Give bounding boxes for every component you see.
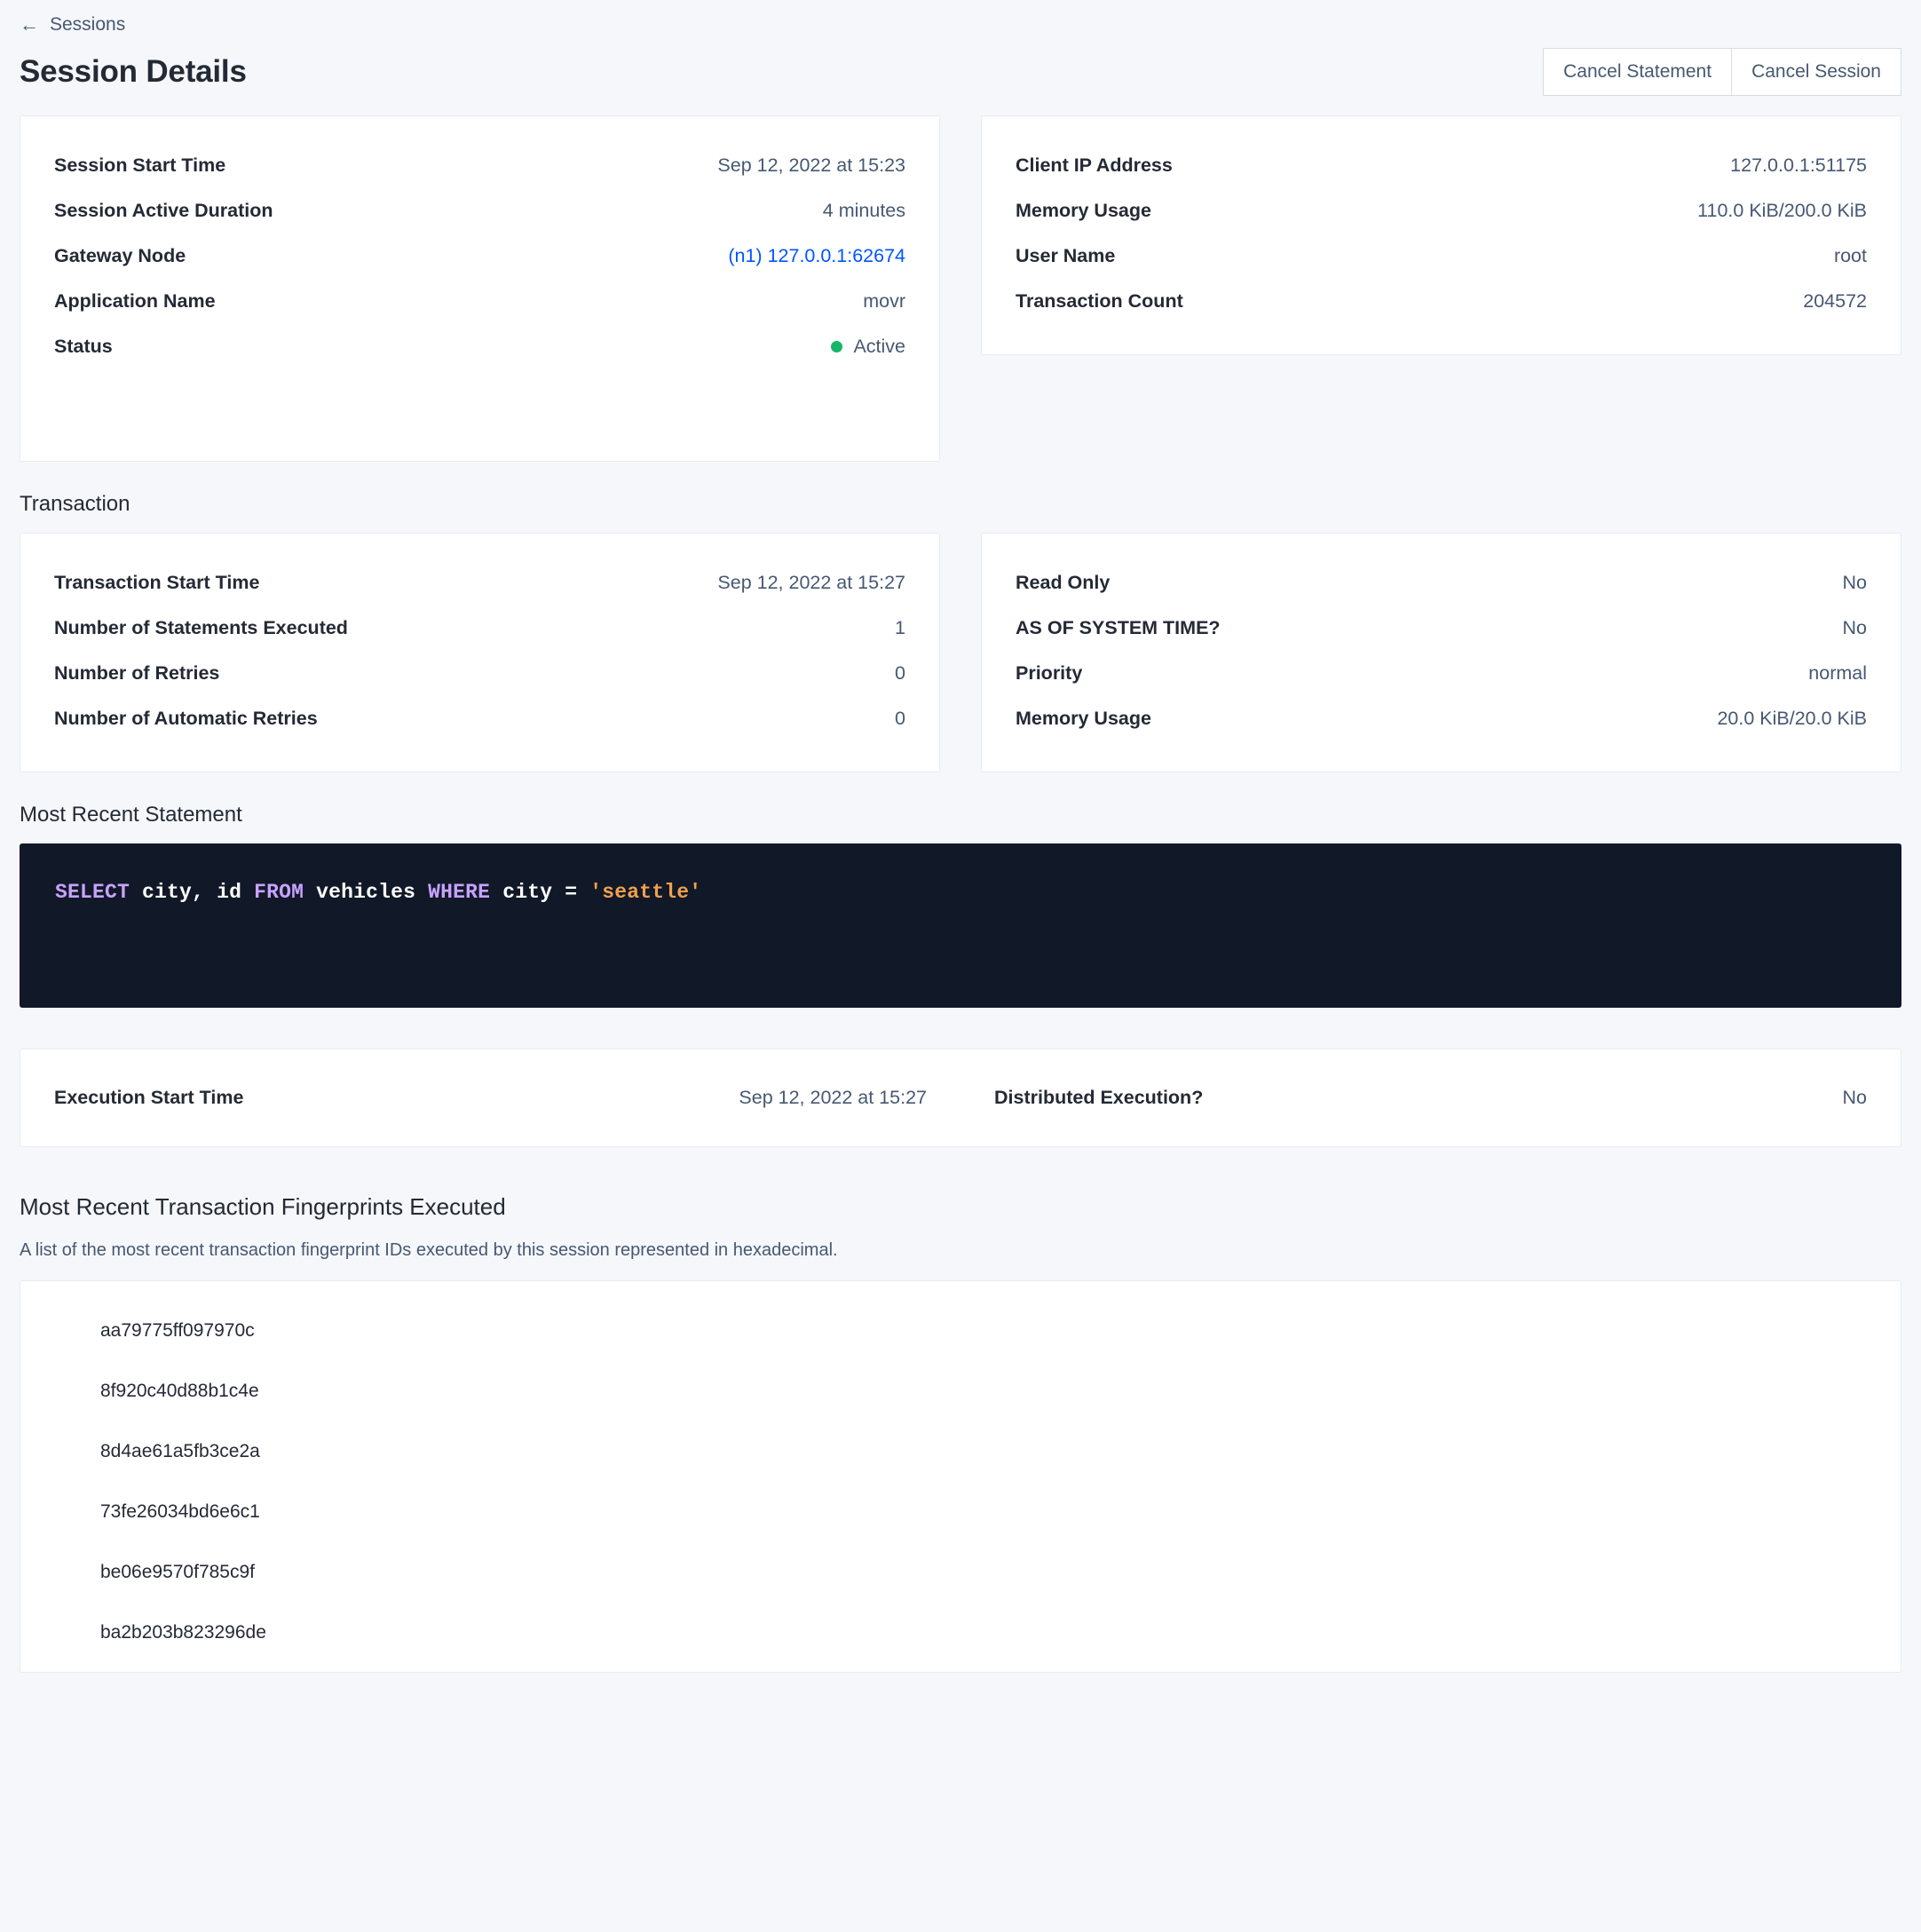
distributed-execution-label: Distributed Execution?: [994, 1087, 1204, 1108]
retries-label: Number of Retries: [54, 662, 220, 684]
fingerprints-description: A list of the most recent transaction fingerprint IDs executed by this session represented in hexadecimal.: [20, 1240, 838, 1260]
breadcrumb-label[interactable]: Sessions: [50, 14, 126, 35]
read-only-label: Read Only: [1016, 572, 1111, 593]
cancel-session-button[interactable]: Cancel Session: [1731, 48, 1901, 96]
transaction-count-label: Transaction Count: [1016, 290, 1183, 312]
list-item[interactable]: 8f920c40d88b1c4e: [100, 1381, 259, 1401]
transaction-left-card: [20, 533, 940, 772]
application-name-row: [54, 279, 905, 324]
transaction-start-time-value: Sep 12, 2022 at 15:27: [717, 572, 905, 593]
sql-token: [241, 881, 254, 904]
sql-token: 'seattle': [589, 881, 702, 904]
as-of-system-time-row: [1016, 606, 1867, 651]
session-start-time-value: Sep 12, 2022 at 15:23: [717, 154, 905, 176]
list-item[interactable]: ba2b203b823296de: [100, 1622, 266, 1643]
read-only-row: [1016, 560, 1867, 606]
transaction-memory-usage-label: Memory Usage: [1016, 708, 1151, 729]
distributed-execution-row: [960, 1087, 1901, 1109]
sql-token: vehicles: [316, 881, 416, 904]
page-header: [20, 41, 1901, 115]
application-name-label: Application Name: [54, 290, 216, 312]
distributed-execution-value: No: [1842, 1087, 1867, 1108]
execution-start-time-row: [20, 1087, 960, 1109]
list-item[interactable]: 8d4ae61a5fb3ce2a: [100, 1441, 260, 1461]
statements-executed-row: [54, 606, 905, 651]
user-name-row: [1016, 234, 1867, 279]
sql-token: [415, 881, 428, 904]
user-name-label: User Name: [1016, 245, 1116, 266]
application-name-value: movr: [863, 290, 905, 312]
session-active-duration-row: [54, 188, 905, 234]
transaction-row: [20, 533, 1901, 772]
session-active-duration-value: 4 minutes: [822, 200, 905, 221]
page-title: Session Details: [20, 54, 247, 89]
sql-token: [130, 881, 142, 904]
sql-token: [490, 881, 502, 904]
sql-token: [304, 881, 316, 904]
breadcrumb[interactable]: [20, 0, 1901, 41]
fingerprints-heading: Most Recent Transaction Fingerprints Executed: [20, 1193, 506, 1220]
transaction-section-title: Transaction: [20, 492, 130, 516]
list-item[interactable]: aa79775ff097970c: [100, 1320, 255, 1341]
transaction-count-value: 204572: [1803, 290, 1867, 312]
transaction-start-time-label: Transaction Start Time: [54, 572, 260, 593]
gateway-node-link[interactable]: (n1) 127.0.0.1:62674: [728, 245, 905, 266]
sql-token: id: [217, 881, 242, 904]
session-active-duration-label: Session Active Duration: [54, 200, 273, 221]
statements-executed-label: Number of Statements Executed: [54, 617, 348, 638]
gateway-node-label: Gateway Node: [54, 245, 186, 266]
list-item[interactable]: 73fe26034bd6e6c1: [100, 1501, 260, 1522]
transaction-right-card: [981, 533, 1901, 772]
cancel-statement-button[interactable]: Cancel Statement: [1543, 48, 1732, 96]
read-only-value: No: [1842, 572, 1867, 593]
transaction-memory-usage-row: [1016, 696, 1867, 741]
status-value: Active: [853, 336, 905, 357]
client-ip-value: 127.0.0.1:51175: [1730, 154, 1867, 176]
execution-card: [20, 1049, 1901, 1147]
transaction-start-time-row: [54, 560, 905, 606]
automatic-retries-row: [54, 696, 905, 741]
session-overview-card: [20, 115, 940, 462]
session-summary-row: [20, 115, 1901, 462]
transaction-count-row: [1016, 279, 1867, 324]
session-start-time-row: [54, 143, 905, 188]
status-badge: [831, 336, 905, 358]
priority-label: Priority: [1016, 662, 1083, 684]
sql-token: city: [502, 881, 553, 904]
user-name-value: root: [1833, 245, 1867, 266]
gateway-node-row: [54, 234, 905, 279]
status-label: Status: [54, 336, 113, 357]
client-ip-label: Client IP Address: [1016, 154, 1173, 176]
client-ip-row: [1016, 143, 1867, 188]
as-of-system-time-value: No: [1842, 617, 1867, 638]
session-start-time-label: Session Start Time: [54, 154, 226, 176]
as-of-system-time-label: AS OF SYSTEM TIME?: [1016, 617, 1221, 638]
retries-value: 0: [895, 662, 905, 684]
list-item[interactable]: be06e9570f785c9f: [100, 1562, 255, 1582]
session-connection-card: [981, 115, 1901, 355]
priority-row: [1016, 651, 1867, 696]
session-memory-usage-row: [1016, 188, 1867, 234]
status-row: [54, 324, 905, 369]
sql-token: FROM: [254, 881, 304, 904]
sql-token: [204, 881, 217, 904]
statement-section-title: Most Recent Statement: [20, 803, 242, 827]
header-actions: [1543, 48, 1901, 96]
execution-start-time-label: Execution Start Time: [54, 1087, 244, 1108]
most-recent-statement-code: [20, 843, 1901, 1008]
sql-token: SELECT: [55, 881, 130, 904]
automatic-retries-label: Number of Automatic Retries: [54, 708, 318, 729]
back-arrow-icon: ←: [20, 13, 39, 36]
sql-token: city,: [142, 881, 205, 904]
session-memory-usage-label: Memory Usage: [1016, 200, 1151, 221]
execution-start-time-value: Sep 12, 2022 at 15:27: [739, 1087, 927, 1108]
fingerprints-list: [20, 1280, 1901, 1673]
priority-value: normal: [1808, 662, 1867, 684]
session-memory-usage-value: 110.0 KiB/200.0 KiB: [1697, 200, 1867, 221]
status-dot-icon: [831, 341, 842, 352]
sql-token: =: [552, 881, 590, 904]
sql-token: WHERE: [428, 881, 491, 904]
transaction-memory-usage-value: 20.0 KiB/20.0 KiB: [1717, 708, 1867, 729]
statements-executed-value: 1: [895, 617, 905, 638]
retries-row: [54, 651, 905, 696]
automatic-retries-value: 0: [895, 708, 905, 729]
